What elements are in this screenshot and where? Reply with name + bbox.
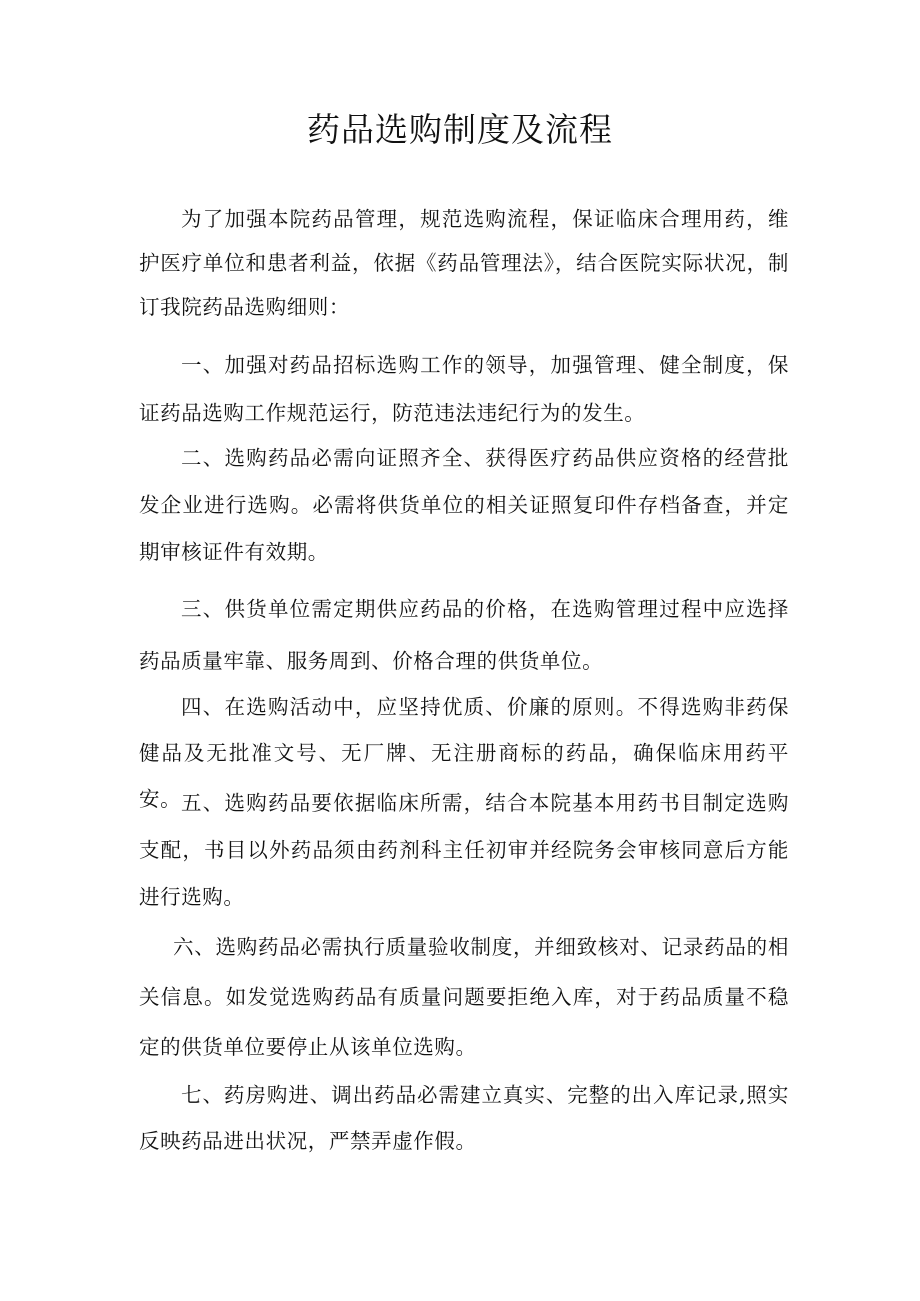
rule-paragraph-5: 五、选购药品要依据临床所需，结合本院基本用药书目制定选购支配，书目以外药品须由药剂科主任初审并经院务会审核同意后方能进行选购。 [139, 791, 789, 909]
rule-paragraph-6: 六、选购药品必需执行质量验收制度，并细致核对、记录药品的相关信息。如发觉选购药品有质量问题要拒绝入库，对于药品质量不稳定的供货单位要停止从该单位选购。 [139, 935, 789, 1059]
intro-paragraph: 为了加强本院药品管理，规范选购流程，保证临床合理用药，维护医疗单位和患者利益，依据《药品管理法》，结合医院实际状况，制订我院药品选购细则： [139, 207, 789, 319]
rule-paragraph-4: 四、在选购活动中，应坚持优质、价廉的原则。不得选购非药保健品及无批准文号、无厂牌、无注册商标的药品，确保临床用药平安。 [139, 695, 789, 811]
rule-paragraph-1: 一、加强对药品招标选购工作的领导，加强管理、健全制度，保证药品选购工作规范运行，防范违法违纪行为的发生。 [139, 353, 789, 425]
rule-paragraph-7: 七、药房购进、调出药品必需建立真实、完整的出入库记录,照实反映药品进出状况，严禁弄虚作假。 [139, 1083, 789, 1153]
rule-paragraph-2: 二、选购药品必需向证照齐全、获得医疗药品供应资格的经营批发企业进行选购。必需将供货单位的相关证照复印件存档备查，并定期审核证件有效期。 [139, 446, 789, 564]
document-title: 药品选购制度及流程 [307, 110, 613, 149]
rule-paragraph-3: 三、供货单位需定期供应药品的价格，在选购管理过程中应选择药品质量牢靠、服务周到、价格合理的供货单位。 [139, 597, 789, 673]
